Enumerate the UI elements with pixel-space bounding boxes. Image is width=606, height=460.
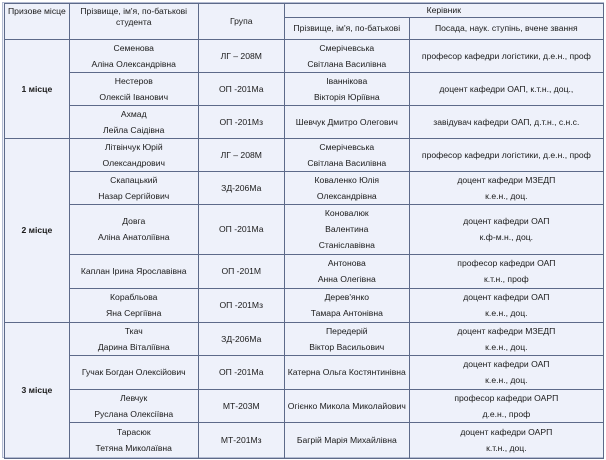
group-cell: ОП -201Мз [198,289,284,323]
supervisor-position-cell: завідувач кафедри ОАП, д.т.н., с.н.с. [409,106,603,139]
table-row [5,255,604,289]
supervisor-position-cell: професор кафедри логістики, д.е.н., проф [409,40,603,73]
supervisor-name-cell: Смерічевська Світлана Василівна [284,40,409,73]
student-cell: Семенова Аліна Олександрівна [69,40,198,73]
student-cell: Довга Аліна Анатоліївна [69,205,198,255]
supervisor-name-cell: Дерев'янко Тамара Антонівна [284,289,409,323]
supervisor-name-cell: Коновалюк Валентина Станіславівна [284,205,409,255]
supervisor-name-cell: Шевчук Дмитро Олегович [284,106,409,139]
supervisor-position-cell: доцент кафедри ОАП к.ф-м.н., доц. [409,205,603,255]
prize-winners-table [4,3,604,459]
group-cell: ОП -201М [198,255,284,289]
student-cell: Ахмад Лейла Саідівна [69,106,198,139]
group-cell: ЗД-206Ма [198,323,284,356]
table-row [5,205,604,255]
place-cell: 1 місце [5,40,70,139]
header-student: Прізвище, ім'я, по-батькові студента [69,4,198,40]
table-row [5,356,604,390]
table-row [5,172,604,205]
supervisor-position-cell: доцент кафедри МЗЕДП к.е.н., доц. [409,172,603,205]
supervisor-name-cell: Багрій Марія Михайлівна [284,423,409,459]
table-row [5,289,604,323]
student-cell: Каплан Ірина Ярославівна [69,255,198,289]
supervisor-position-cell: доцент кафедри ОАП к.е.н., доц. [409,356,603,390]
group-cell: ОП -201Ма [198,356,284,390]
supervisor-name-cell: Передерій Віктор Васильович [284,323,409,356]
header-supervisor-position: Посада, наук. ступінь, вчене звання [409,18,603,40]
student-cell: Корабльова Яна Сергіївна [69,289,198,323]
place-cell: 3 місце [5,323,70,459]
table-row [5,390,604,423]
student-cell: Гучак Богдан Олексійович [69,356,198,390]
student-cell: Нестеров Олексій Іванович [69,73,198,106]
group-cell: МТ-201Мз [198,423,284,459]
header-supervisor-name: Прізвище, ім'я, по-батькові [284,18,409,40]
header-group: Група [198,4,284,40]
student-cell: Літвінчук Юрій Олександрович [69,139,198,172]
group-cell: МТ-203М [198,390,284,423]
supervisor-name-cell: Смерічевська Світлана Василівна [284,139,409,172]
supervisor-name-cell: Коваленко Юлія Олександрівна [284,172,409,205]
supervisor-position-cell: професор кафедри ОАРП д.е.н., проф [409,390,603,423]
supervisor-position-cell: професор кафедри ОАП к.т.н., проф [409,255,603,289]
group-cell: ОП -201Ма [198,205,284,255]
group-cell: ЗД-206Ма [198,172,284,205]
header-supervisor: Керівник [284,4,603,18]
group-cell: ОП -201Ма [198,73,284,106]
supervisor-position-cell: доцент кафедри ОАРП к.т.н., доц. [409,423,603,459]
table-row [5,323,604,356]
header-place: Призове місце [5,4,70,40]
group-cell: ЛГ – 208М [198,139,284,172]
student-cell: Тарасюк Тетяна Миколаївна [69,423,198,459]
supervisor-position-cell: професор кафедри логістики, д.е.н., проф [409,139,603,172]
supervisor-name-cell: Іванніковa Вікторія Юріївна [284,73,409,106]
group-cell: ОП -201Мз [198,106,284,139]
supervisor-name-cell: Антонова Анна Олегівна [284,255,409,289]
group-cell: ЛГ – 208М [198,40,284,73]
table-row [5,73,604,106]
supervisor-name-cell: Огієнко Микола Миколайович [284,390,409,423]
supervisor-position-cell: доцент кафедри ОАП к.е.н., доц. [409,289,603,323]
student-cell: Левчук Руслана Олексіївна [69,390,198,423]
supervisor-name-cell: Катерна Ольга Костянтинівна [284,356,409,390]
table-row [5,40,604,73]
supervisor-position-cell: доцент кафедри ОАП, к.т.н., доц., [409,73,603,106]
table-body [5,40,604,459]
supervisor-position-cell: доцент кафедри МЗЕДП к.е.н., доц. [409,323,603,356]
table-row [5,139,604,172]
table-row [5,106,604,139]
student-cell: Ткач Дарина Віталіївна [69,323,198,356]
table-row [5,423,604,459]
place-cell: 2 місце [5,139,70,323]
student-cell: Скапацький Назар Сергійович [69,172,198,205]
